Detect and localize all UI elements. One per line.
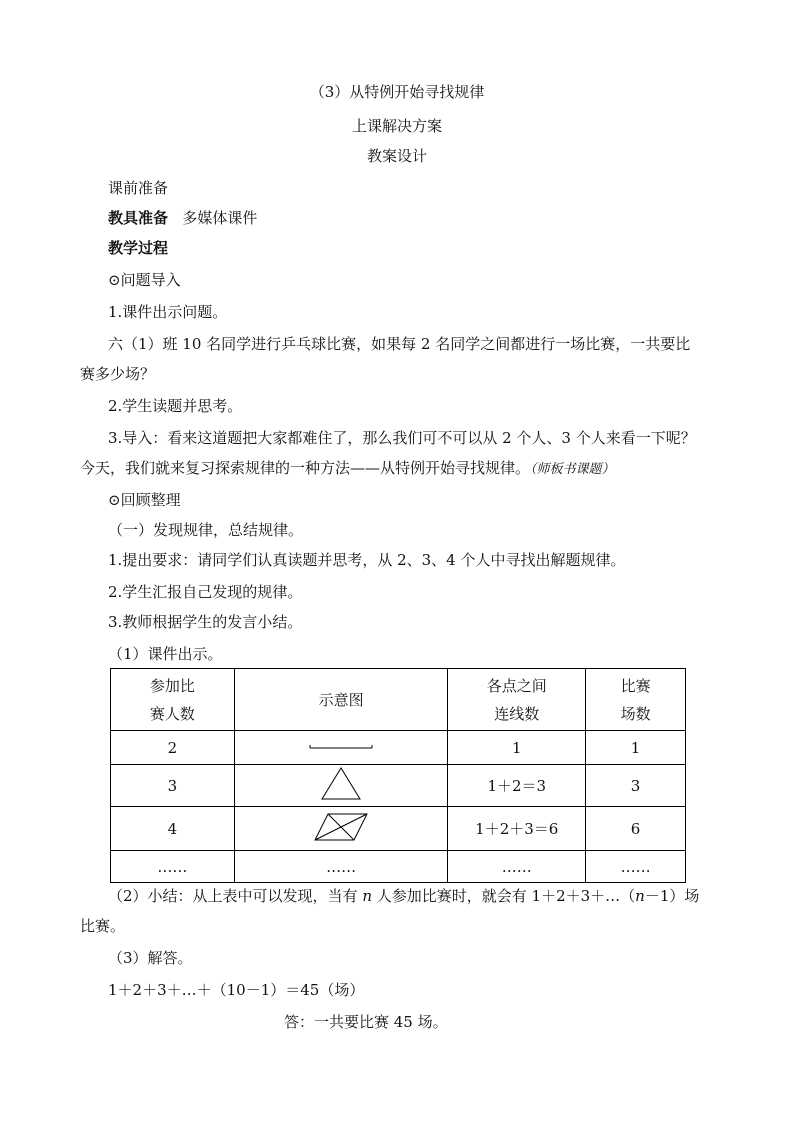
section-review-heading: ⊙回顾整理 [108, 491, 181, 509]
table-header-row [111, 669, 686, 731]
cell-games: 6 [586, 807, 686, 851]
sub-item-3: （3）解答。 [108, 949, 193, 967]
summary-line-1: （2）小结：从上表中可以发现，当有 n 人参加比赛时，就会有 1＋2＋3＋…（n－1）场 [108, 887, 700, 905]
cell-games: …… [586, 851, 686, 883]
triangle-diagram [319, 766, 363, 802]
summary-line-2: 比赛。 [80, 917, 126, 935]
cell-diagram [234, 807, 448, 851]
doc-title: （3）从特例开始寻找规律 [309, 83, 485, 101]
process-heading: 教学过程 [108, 239, 169, 257]
cell-lines: 1 [448, 731, 586, 765]
intro-item-2: 2.学生读题并思考。 [108, 397, 243, 415]
cell-lines: …… [448, 851, 586, 883]
cell-participants: 2 [111, 731, 235, 765]
cell-diagram [234, 731, 448, 765]
calculation: 1＋2＋3＋…＋（10－1）＝45（场） [108, 981, 365, 999]
section-intro-heading: ⊙问题导入 [108, 271, 181, 289]
review-item-2: 2.学生汇报自己发现的规律。 [108, 583, 303, 601]
quadrilateral-diagram [312, 811, 370, 843]
table-row [111, 851, 686, 883]
header-diagram: 示意图 [234, 669, 448, 731]
cell-games: 3 [586, 765, 686, 807]
segment-diagram [306, 739, 376, 753]
cell-games: 1 [586, 731, 686, 765]
intro-item-1: 1.课件出示问题。 [108, 303, 228, 321]
table-row [111, 765, 686, 807]
tools-line [108, 208, 257, 228]
tools-label: 教具准备 [108, 209, 169, 227]
tools-value: 多媒体课件 [182, 209, 258, 227]
cell-participants: …… [111, 851, 235, 883]
part-one-heading: （一）发现规律，总结规律。 [108, 521, 304, 539]
cell-lines: 1＋2＝3 [448, 765, 586, 807]
intro-item-3-text: 今天，我们就来复习探索规律的一种方法——从特例开始寻找规律。 [80, 459, 531, 477]
doc-subtitle-plan: 上课解决方案 [351, 117, 442, 135]
header-games: 比赛 场数 [586, 669, 686, 731]
table-row [111, 807, 686, 851]
header-participants: 参加比 赛人数 [111, 669, 235, 731]
intro-item-3-line-1: 3.导入：看来这道题把大家都难住了，那么我们可不可以从 2 个人、3 个人来看一下呢？ [108, 429, 696, 447]
cell-diagram: …… [234, 851, 448, 883]
variable-n: n [362, 887, 372, 905]
sub-item-1: （1）课件出示。 [108, 645, 223, 663]
table-row [111, 731, 686, 765]
intro-item-3-line-2 [80, 458, 615, 480]
pattern-table [110, 668, 686, 883]
cell-diagram [234, 765, 448, 807]
problem-line-1: 六（1）班 10 名同学进行乒乓球比赛，如果每 2 名同学之间都进行一场比赛，一共要比 [108, 335, 691, 353]
review-item-3: 3.教师根据学生的发言小结。 [108, 613, 303, 631]
doc-subtitle-design: 教案设计 [366, 147, 427, 165]
cell-lines: 1＋2＋3＝6 [448, 807, 586, 851]
board-note: （师板书课题） [530, 462, 615, 477]
variable-n: n [635, 887, 645, 905]
problem-line-2: 赛多少场？ [80, 365, 156, 383]
prep-heading: 课前准备 [108, 179, 169, 197]
cell-participants: 3 [111, 765, 235, 807]
cell-participants: 4 [111, 807, 235, 851]
header-lines: 各点之间 连线数 [448, 669, 586, 731]
review-item-1: 1.提出要求：请同学们认真读题并思考，从 2、3、4 个人中寻找出解题规律。 [108, 551, 626, 569]
answer: 答：一共要比赛 45 场。 [284, 1013, 448, 1031]
